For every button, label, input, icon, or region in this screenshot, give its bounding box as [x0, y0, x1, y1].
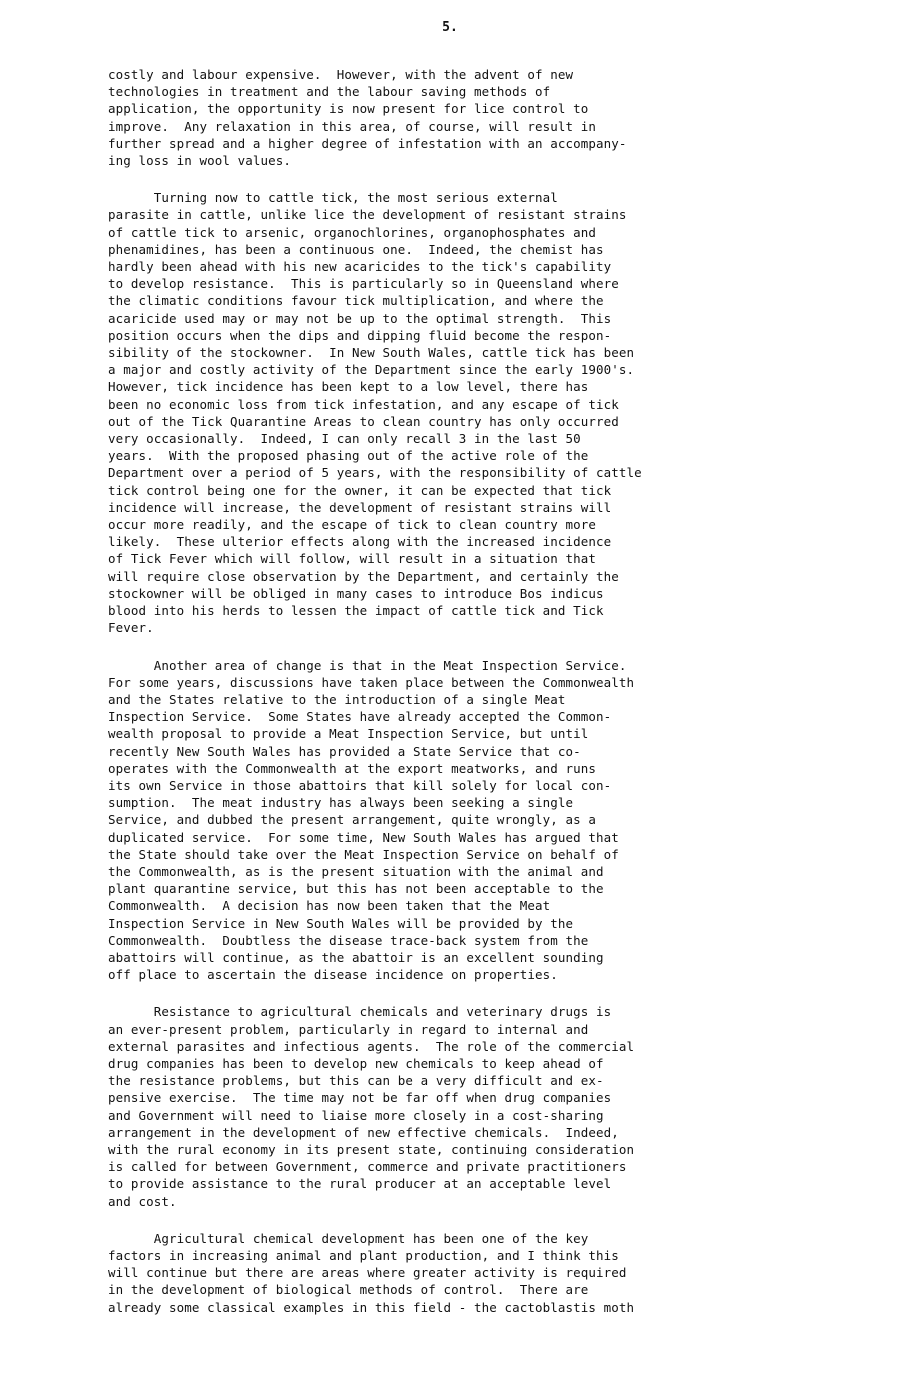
- text-line: drug companies has been to develop new chemicals to keep ahead of: [108, 1055, 604, 1071]
- paragraph-lice-control: [108, 66, 808, 169]
- text-line: further spread and a higher degree of infestation with an accompany-: [108, 135, 627, 151]
- text-line: plant quarantine service, but this has not been acceptable to the: [108, 881, 604, 897]
- text-line: and the States relative to the introduction of a single Meat: [108, 691, 566, 707]
- text-line: ing loss in wool values.: [108, 153, 292, 169]
- text-line: years. With the proposed phasing out of the active role of the: [108, 448, 589, 464]
- text-line: the State should take over the Meat Inspection Service on behalf of: [108, 846, 619, 862]
- text-line: an ever-present problem, particularly in regard to internal and: [108, 1021, 589, 1037]
- text-line: application, the opportunity is now present for lice control to: [108, 101, 589, 117]
- text-line: off place to ascertain the disease incidence on properties.: [108, 967, 558, 983]
- text-line: Fever.: [108, 620, 154, 636]
- text-line: However, tick incidence has been kept to a low level, there has: [108, 379, 589, 395]
- text-line: Commonwealth. Doubtless the disease trace-back system from the: [108, 932, 589, 948]
- text-line: is called for between Government, commerce and private practitioners: [108, 1159, 627, 1175]
- text-line: tick control being one for the owner, it can be expected that tick: [108, 482, 612, 498]
- text-line: wealth proposal to provide a Meat Inspection Service, but until: [108, 726, 589, 742]
- text-line: Department over a period of 5 years, with the responsibility of cattle: [108, 465, 642, 481]
- text-line: operates with the Commonwealth at the export meatworks, and runs: [108, 760, 597, 776]
- text-line: very occasionally. Indeed, I can only recall 3 in the last 50: [108, 431, 581, 447]
- text-line: occur more readily, and the escape of tick to clean country more: [108, 517, 597, 533]
- paragraph-biological-control: [108, 1230, 808, 1316]
- text-line: and cost.: [108, 1193, 177, 1209]
- text-line: stockowner will be obliged in many cases to introduce Bos indicus: [108, 585, 604, 601]
- text-line: likely. These ulterior effects along with the increased incidence: [108, 534, 612, 550]
- text-line: Inspection Service. Some States have already accepted the Common-: [108, 709, 612, 725]
- text-line: a major and costly activity of the Department since the early 1900's.: [108, 362, 635, 378]
- text-line: been no economic loss from tick infestation, and any escape of tick: [108, 396, 619, 412]
- text-line: acaricide used may or may not be up to the optimal strength. This: [108, 310, 612, 326]
- text-line: the Commonwealth, as is the present situation with the animal and: [108, 863, 604, 879]
- text-line: Service, and dubbed the present arrangement, quite wrongly, as a: [108, 812, 597, 828]
- text-line: to provide assistance to the rural producer at an acceptable level: [108, 1176, 612, 1192]
- text-line: out of the Tick Quarantine Areas to clean country has only occurred: [108, 413, 619, 429]
- text-line: position occurs when the dips and dipping fluid become the respon-: [108, 327, 612, 343]
- text-line: Resistance to agricultural chemicals and veterinary drugs is: [108, 1004, 612, 1020]
- text-line: to develop resistance. This is particularly so in Queensland where: [108, 276, 619, 292]
- text-line: technologies in treatment and the labour saving methods of: [108, 84, 551, 100]
- text-line: already some classical examples in this field - the cactoblastis moth: [108, 1299, 635, 1315]
- text-line: Inspection Service in New South Wales will be provided by the: [108, 915, 574, 931]
- text-line: the climatic conditions favour tick multiplication, and where the: [108, 293, 604, 309]
- text-line: and Government will need to liaise more closely in a cost-sharing: [108, 1107, 604, 1123]
- text-line: will continue but there are areas where greater activity is required: [108, 1265, 627, 1281]
- text-line: Turning now to cattle tick, the most serious external: [108, 190, 558, 206]
- paragraph-cattle-tick: [108, 189, 808, 636]
- text-line: recently New South Wales has provided a State Service that co-: [108, 743, 581, 759]
- text-line: in the development of biological methods of control. There are: [108, 1282, 589, 1298]
- text-line: factors in increasing animal and plant production, and I think this: [108, 1248, 619, 1263]
- text-line: will require close observation by the Department, and certainly the: [108, 568, 619, 584]
- text-line: of cattle tick to arsenic, organochlorines, organophosphates and: [108, 224, 597, 240]
- paragraph-chemical-resistance: [108, 1003, 808, 1209]
- text-line: parasite in cattle, unlike lice the development of resistant strains: [108, 207, 627, 223]
- text-line: with the rural economy in its present state, continuing consideration: [108, 1141, 635, 1157]
- text-line: incidence will increase, the development of resistant strains will: [108, 499, 612, 515]
- text-line: improve. Any relaxation in this area, of course, will result in: [108, 118, 597, 134]
- text-line: abattoirs will continue, as the abattoir is an excellent sounding: [108, 949, 604, 965]
- page-number: 5.: [442, 20, 458, 35]
- text-line: pensive exercise. The time may not be far off when drug companies: [108, 1090, 612, 1106]
- text-line: its own Service in those abattoirs that kill solely for local con-: [108, 777, 612, 793]
- paragraph-meat-inspection: [108, 657, 808, 984]
- text-line: For some years, discussions have taken place between the Commonwealth: [108, 674, 635, 690]
- text-line: phenamidines, has been a continuous one. Indeed, the chemist has: [108, 241, 604, 257]
- text-line: of Tick Fever which will follow, will result in a situation that: [108, 551, 597, 567]
- text-line: duplicated service. For some time, New South Wales has argued that: [108, 829, 619, 845]
- text-line: arrangement in the development of new effective chemicals. Indeed,: [108, 1124, 619, 1140]
- text-line: the resistance problems, but this can be a very difficult and ex-: [108, 1073, 604, 1089]
- text-line: costly and labour expensive. However, with the advent of new: [108, 67, 574, 82]
- text-line: Commonwealth. A decision has now been taken that the Meat: [108, 898, 551, 914]
- text-line: Another area of change is that in the Meat Inspection Service.: [108, 657, 627, 673]
- text-line: blood into his herds to lessen the impact of cattle tick and Tick: [108, 603, 604, 619]
- text-line: external parasites and infectious agents. The role of the commercial: [108, 1038, 635, 1054]
- text-line: sibility of the stockowner. In New South Wales, cattle tick has been: [108, 345, 635, 361]
- text-line: hardly been ahead with his new acaricides to the tick's capability: [108, 259, 612, 275]
- text-line: sumption. The meat industry has always been seeking a single: [108, 795, 574, 811]
- text-line: Agricultural chemical development has been one of the key: [108, 1230, 589, 1246]
- document-body: [108, 66, 808, 1316]
